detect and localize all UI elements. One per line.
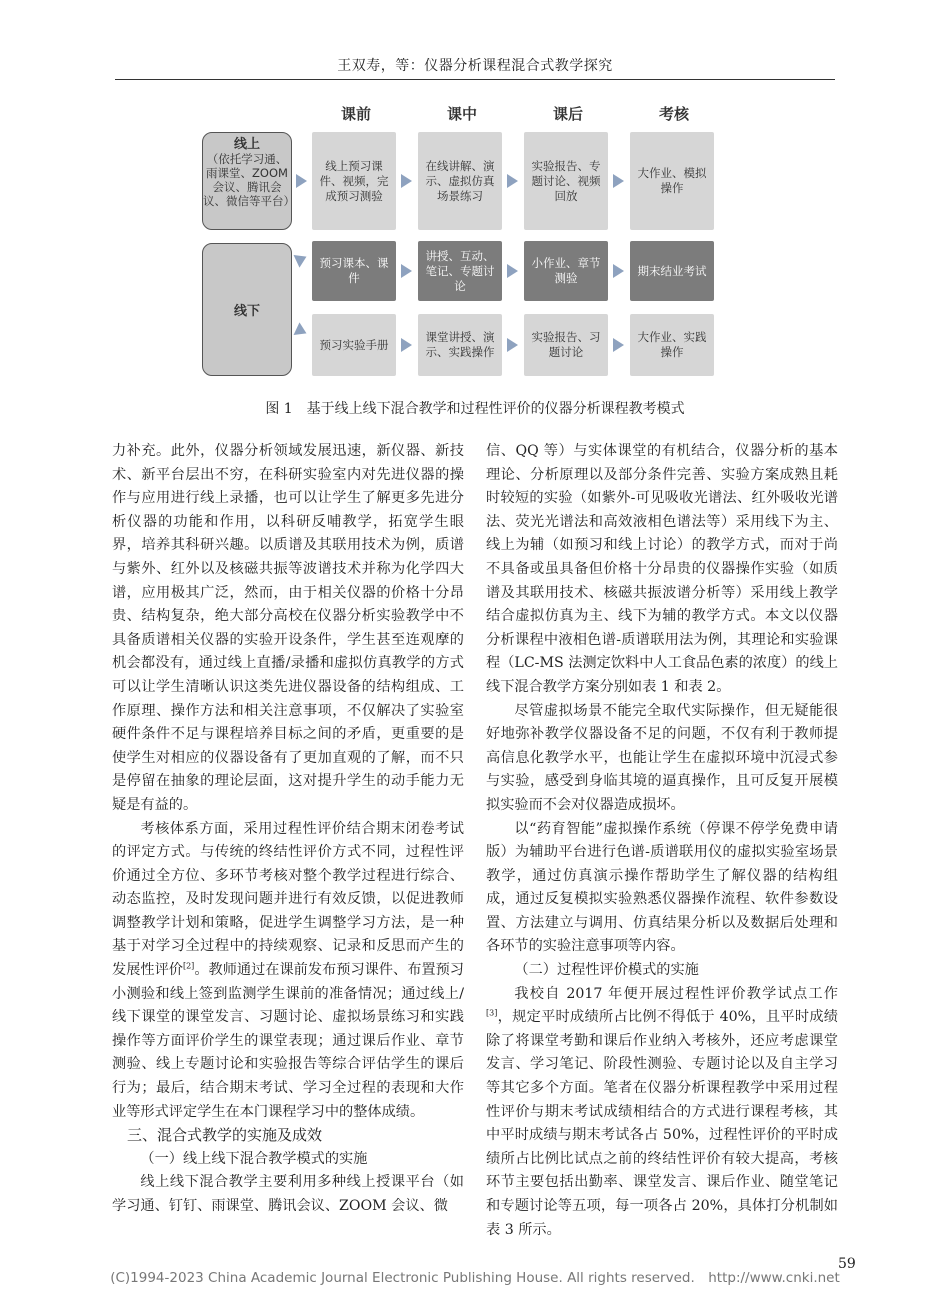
offline-theory-after-box: 小作业、章节测验 xyxy=(524,241,608,301)
arrow-icon xyxy=(401,338,412,352)
paragraph: 考核体系方面，采用过程性评价结合期末闭卷考试的评定方式。与传统的终结性评价方式不同，过程性评价通过全方位、多环节考核对整个教学过程进行综合、动态监控，及时发现问题并进行有效反馈，以促进教师调整教学计划和策略，促进学生调整学习方法，是一种基于对学习全过程中的持续观察、记录和反思而产生的发展性评价[2]。教师通过在课前发布预习课件、布置预习小测验和线上签到监测学生课前的准备情况；通过线上/线下课堂的课堂发言、习题讨论、虚拟场景练习和实践操作等方面评价学生的课堂表现；通过课后作业、章节测验、线上专题讨论和实验报告等综合评估学生的课后行为；最后，结合期末考试、学习全过程的表现和大作业等形式评定学生在本门课程学习中的整体成绩。 xyxy=(112,820,464,1120)
online-exam-box: 大作业、模拟操作 xyxy=(630,132,714,230)
offline-theory-before-box: 预习课本、课件 xyxy=(312,241,396,301)
figure-caption: 图 1 基于线上线下混合教学和过程性评价的仪器分析课程教考模式 xyxy=(265,401,685,417)
arrow-icon xyxy=(613,174,624,188)
offline-lab-after-box: 实验报告、习题讨论 xyxy=(524,314,608,376)
col-header-before: 课前 xyxy=(340,105,371,123)
online-before-box: 线上预习课件、视频，完成预习测验 xyxy=(312,132,396,230)
paragraph: 信、QQ 等）与实体课堂的有机结合，仪器分析的基本理论、分析原理以及部分条件完善、实验方案成熟且耗时较短的实验（如紫外-可见吸收光谱法、红外吸收光谱法、荧光光谱法和高效液相色谱法等）采用线下为主、线上为辅（如预习和线上讨论）的教学方式，而对于尚不具备或虽具备但价格十分昂贵的仪器操作实验（如质谱及其联用技术、核磁共振波谱分析等）采用线上教学结合虚拟仿真为主、线下为辅的教学方式。本文以仪器分析课程中液相色谱-质谱联用法为例，其理论和实验课程（LC-MS 法测定饮料中人工食品色素的浓度）的线上线下混合教学方案分别如表 1 和表 2。 xyxy=(486,443,838,695)
arrow-icon xyxy=(507,338,518,352)
section-heading: 三、混合式教学的实施及成效 xyxy=(127,1126,323,1145)
col-header-exam: 考核 xyxy=(658,105,689,123)
offline-theory-exam-box: 期末结业考试 xyxy=(630,241,714,301)
online-after-box: 实验报告、专题讨论、视频回放 xyxy=(524,132,608,230)
offline-title: 线下 xyxy=(233,304,260,319)
arrow-icon xyxy=(401,264,412,278)
running-header: 王双寿，等：仪器分析课程混合式教学探究 xyxy=(337,58,613,74)
paragraph: 以“药育智能”虚拟操作系统（停课不停学免费申请版）为辅助平台进行色谱-质谱联用仪的虚拟实验室场景教学，通过仿真演示操作帮助学生了解仪器的结构组成，通过反复模拟实验熟悉仪器操作流程、软件参数设置、方法建立与调用、仿真结果分析以及数据后处理和各环节的实验注意事项等内容。 xyxy=(486,820,838,955)
arrow-icon xyxy=(613,264,624,278)
paragraph: 尽管虚拟场景不能完全取代实际操作，但无疑能很好地弥补教学仪器设备不足的问题，不仅有利于教师提高信息化教学水平，也能让学生在虚拟环境中沉浸式参与实验，感受到身临其境的逼真操作，且可反复开展模拟实验而不会对仪器造成损坏。 xyxy=(486,702,838,813)
offline-lab-before-box: 预习实验手册 xyxy=(312,314,396,376)
citation: [2] xyxy=(182,961,195,971)
arrow-icon xyxy=(507,174,518,188)
paragraph: 线上线下混合教学主要利用多种线上授课平台（如学习通、钉钉、雨课堂、腾讯会议、ZOOM 会议、微 xyxy=(112,1174,464,1214)
arrow-icon xyxy=(294,250,310,267)
copyright-footer: (C)1994-2023 China Academic Journal Electronic Publishing House. All rights reserved. http://www.cnki.net xyxy=(110,1270,840,1286)
col-header-after: 课后 xyxy=(552,105,583,123)
right-column xyxy=(486,440,838,1242)
arrow-icon xyxy=(613,338,624,352)
arrow-icon xyxy=(296,174,307,188)
header-rule xyxy=(115,79,835,80)
offline-lab-during-box: 课堂讲授、演示、实践操作 xyxy=(418,314,502,376)
online-label-box xyxy=(202,132,295,230)
col-header-during: 课中 xyxy=(446,105,477,123)
subsection-heading: （二）过程性评价模式的实施 xyxy=(514,962,699,979)
arrow-icon xyxy=(294,322,310,339)
online-during-box: 在线讲解、演示、虚拟仿真场景练习 xyxy=(418,132,502,230)
left-column xyxy=(112,440,464,1219)
arrow-icon xyxy=(401,174,412,188)
citation: [3] xyxy=(486,1008,498,1018)
subsection-heading: （一）线上线下混合教学模式的实施 xyxy=(140,1150,368,1167)
arrow-icon xyxy=(507,264,518,278)
paragraph: 力补充。此外，仪器分析领域发展迅速，新仪器、新技术、新平台层出不穷，在科研实验室内对先进仪器的操作与应用进行线上录播，也可以让学生了解更多先进分析仪器的功能和作用，以科研反哺教学，拓宽学生眼界，培养其科研兴趣。以质谱及其联用技术为例，质谱与紫外、红外以及核磁共振等波谱技术并称为化学四大谱，应用极其广泛，然而，由于相关仪器的价格十分昂贵、结构复杂，绝大部分高校在仪器分析实验教学中不具备质谱相关仪器的实验开设条件，学生甚至连观摩的机会都没有，通过线上直播/录播和虚拟仿真教学的方式可以让学生清晰认识这类先进仪器设备的结构组成、工作原理、操作方法和相关注意事项，不仅解决了实验室硬件条件不足与课程培养目标之间的矛盾，更重要的是使学生对相应的仪器设备有了更加直观的了解，而不只是停留在抽象的理论层面，这对提升学生的动手能力无疑是有益的。 xyxy=(112,443,464,813)
page-number: 59 xyxy=(838,1256,856,1272)
paragraph: 我校自 2017 年便开展过程性评价教学试点工作[3]，规定平时成绩所占比例不得低于 40%，且平时成绩除了将课堂考勤和课后作业纳入考核外，还应考虑课堂发言、学习笔记、阶段性测验、专题讨论以及自主学习等其它多个方面。笔者在仪器分析课程教学中采用过程性评价与期末考试成绩相结合的方式进行课程考核，其中平时成绩与期末考试各占 50%，过程性评价的平时成绩所占比例比试点之前的终结性评价有较大提高，考核环节主要包括出勤率、课堂发言、课后作业、随堂笔记和专题讨论等五项，每一项各占 20%，具体打分机制如表 3 所示。 xyxy=(486,985,838,1238)
online-desc: （依托学习通、雨课堂、ZOOM会议、腾讯会议、微信等平台） xyxy=(203,152,295,208)
offline-theory-during-box: 讲授、互动、笔记、专题讨论 xyxy=(418,241,502,301)
online-title: 线上 xyxy=(233,137,260,152)
figure-1 xyxy=(200,100,710,385)
offline-label-box xyxy=(202,243,292,376)
offline-lab-exam-box: 大作业、实践操作 xyxy=(630,314,714,376)
